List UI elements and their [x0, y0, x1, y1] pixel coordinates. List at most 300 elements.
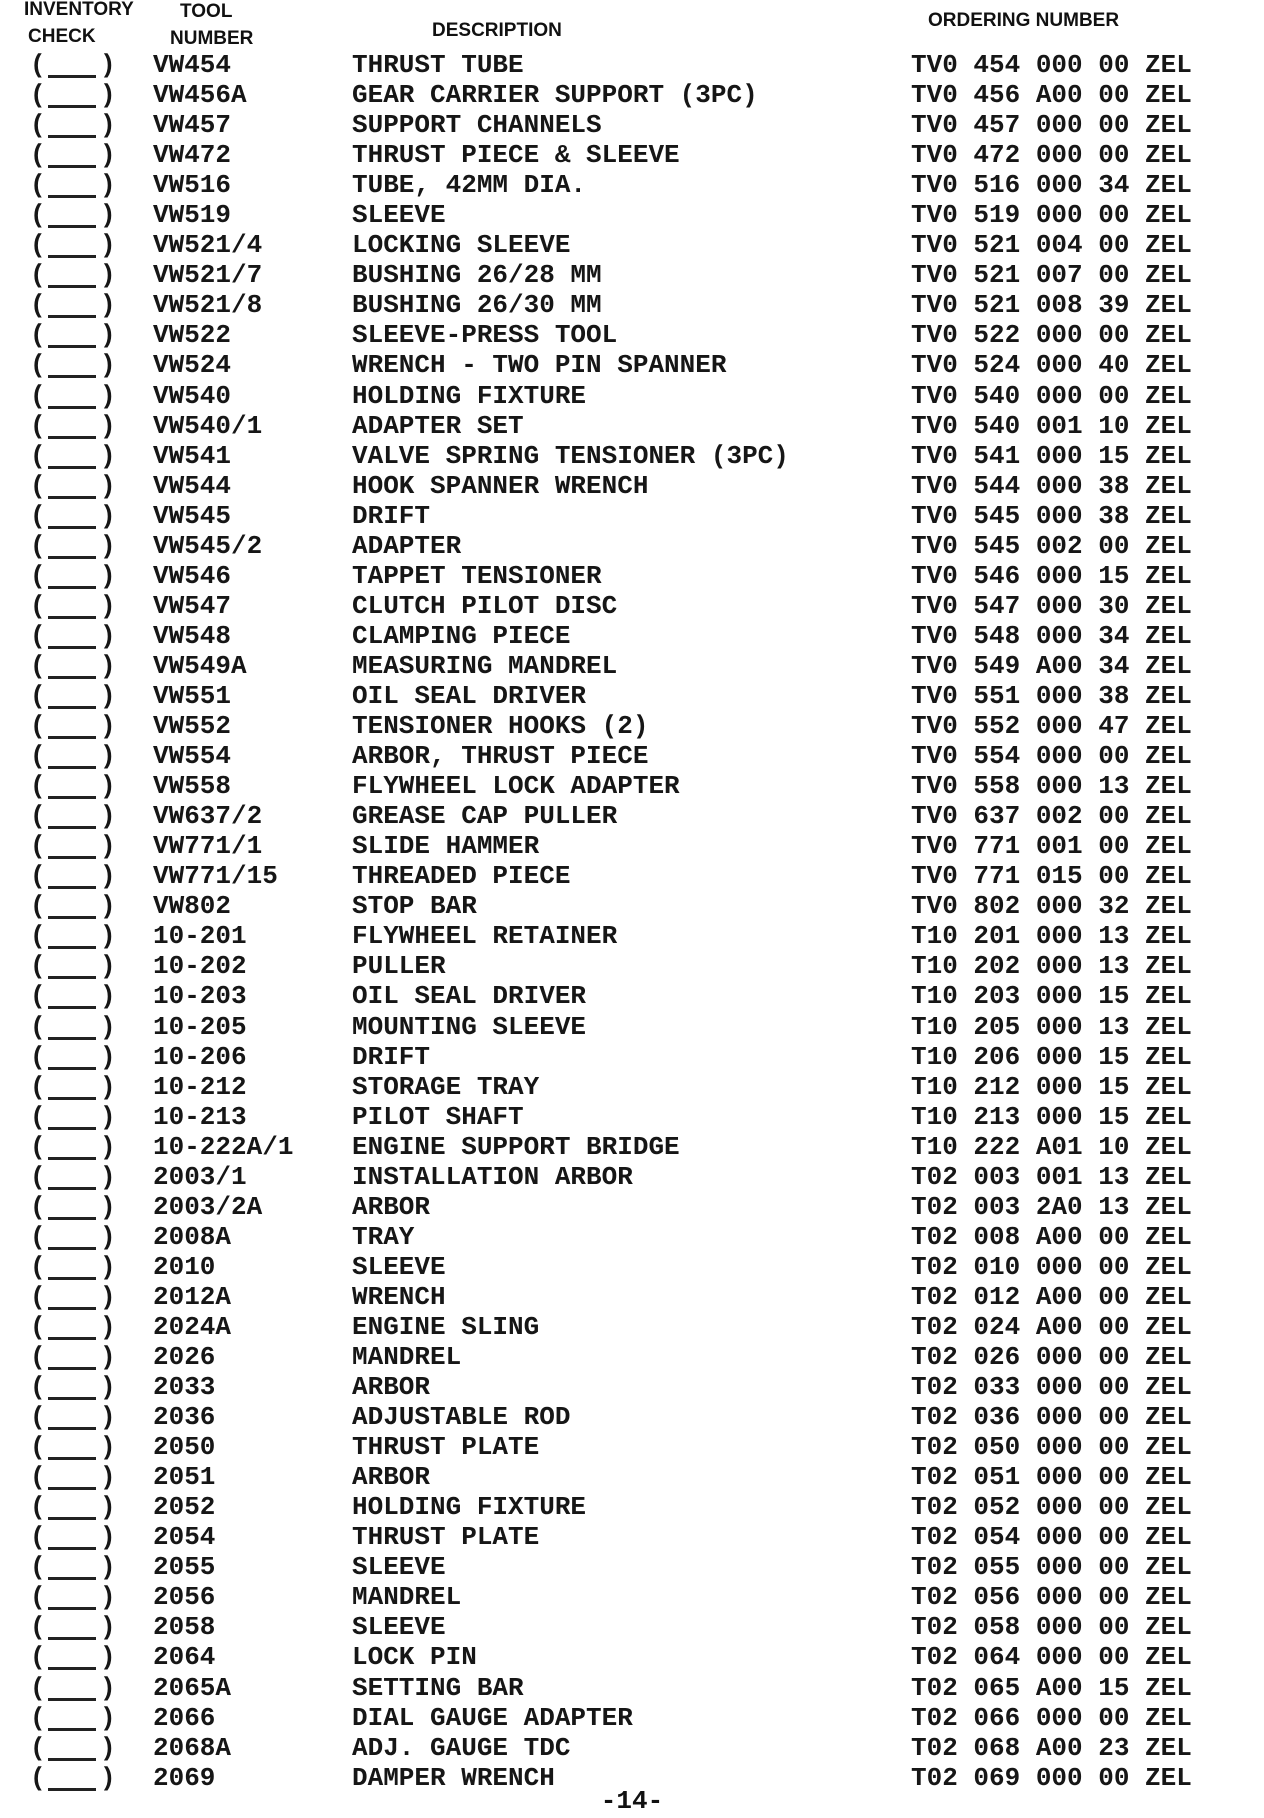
tool-description: ADJUSTABLE ROD [352, 1402, 571, 1433]
table-row [0, 861, 1264, 891]
checkbox-blank-line [48, 616, 96, 619]
tool-description: BUSHING 26/30 MM [352, 290, 602, 321]
tool-description: SLEEVE [352, 1552, 446, 1583]
tool-description: ADAPTER SET [352, 410, 524, 441]
tool-number: 2050 [153, 1432, 216, 1463]
checkbox-open-paren: ( [30, 260, 46, 291]
tool-description: PILOT SHAFT [352, 1101, 524, 1132]
ordering-number: TV0 521 007 00 ZEL [911, 260, 1192, 291]
checkbox-blank-line [48, 1307, 96, 1310]
checkbox-open-paren: ( [30, 200, 46, 231]
checkbox-close-paren: ) [100, 200, 116, 231]
header-description-label: DESCRIPTION [432, 20, 562, 41]
checkbox-blank-line [48, 1367, 96, 1370]
checkbox-close-paren: ) [100, 290, 116, 321]
tool-description: HOLDING FIXTURE [352, 380, 587, 411]
checkbox-open-paren: ( [30, 771, 46, 802]
checkbox-close-paren: ) [100, 741, 116, 772]
tool-number: 10-202 [153, 951, 247, 982]
checkbox-open-paren: ( [30, 1011, 46, 1042]
tool-number: 2068A [153, 1732, 232, 1763]
table-row [0, 741, 1264, 771]
ordering-number: T10 206 000 15 ZEL [911, 1041, 1192, 1072]
tool-description: ARBOR [352, 1191, 431, 1222]
checkbox-open-paren: ( [30, 1311, 46, 1342]
checkbox-blank-line [48, 406, 96, 409]
tool-description: DRIFT [352, 500, 431, 531]
header-check-label: CHECK [28, 26, 96, 47]
checkbox-open-paren: ( [30, 1552, 46, 1583]
tool-number: 2056 [153, 1582, 216, 1613]
table-row [0, 471, 1264, 501]
checkbox-open-paren: ( [30, 380, 46, 411]
checkbox-blank-line [48, 1547, 96, 1550]
checkbox-blank-line [48, 946, 96, 949]
checkbox-close-paren: ) [100, 1161, 116, 1192]
checkbox-close-paren: ) [100, 1311, 116, 1342]
checkbox-open-paren: ( [30, 741, 46, 772]
checkbox-blank-line [48, 1728, 96, 1731]
table-row [0, 1642, 1264, 1672]
tool-number: 2003/2A [153, 1191, 263, 1222]
tool-description: THRUST PLATE [352, 1522, 540, 1553]
table-row [0, 1222, 1264, 1252]
checkbox-close-paren: ) [100, 170, 116, 201]
tool-description: TRAY [352, 1221, 415, 1252]
table-row [0, 110, 1264, 140]
tool-number: 2054 [153, 1522, 216, 1553]
tool-number: VW637/2 [153, 801, 263, 832]
tool-number: VW546 [153, 560, 232, 591]
ordering-number: T02 003 001 13 ZEL [911, 1161, 1192, 1192]
table-row [0, 801, 1264, 831]
tool-description: SUPPORT CHANNELS [352, 110, 602, 141]
ordering-number: T02 036 000 00 ZEL [911, 1402, 1192, 1433]
ordering-number: T02 024 A00 00 ZEL [911, 1311, 1192, 1342]
checkbox-close-paren: ) [100, 50, 116, 80]
ordering-number: TV0 521 004 00 ZEL [911, 230, 1192, 261]
table-row [0, 140, 1264, 170]
tool-number: VW540/1 [153, 410, 263, 441]
checkbox-close-paren: ) [100, 1582, 116, 1613]
checkbox-open-paren: ( [30, 470, 46, 501]
checkbox-open-paren: ( [30, 1071, 46, 1102]
table-row [0, 1703, 1264, 1733]
tool-number: 2064 [153, 1642, 216, 1673]
table-row [0, 1042, 1264, 1072]
tool-description: SLEEVE [352, 1612, 446, 1643]
ordering-number: T10 222 A01 10 ZEL [911, 1131, 1192, 1162]
checkbox-blank-line [48, 826, 96, 829]
checkbox-close-paren: ) [100, 350, 116, 381]
page-number: -14- [600, 1786, 664, 1816]
checkbox-open-paren: ( [30, 1462, 46, 1493]
checkbox-open-paren: ( [30, 140, 46, 171]
checkbox-close-paren: ) [100, 1011, 116, 1042]
checkbox-close-paren: ) [100, 801, 116, 832]
checkbox-open-paren: ( [30, 1191, 46, 1222]
table-row [0, 1162, 1264, 1192]
ordering-number: TV0 547 000 30 ZEL [911, 590, 1192, 621]
checkbox-open-paren: ( [30, 320, 46, 351]
tool-description: TAPPET TENSIONER [352, 560, 602, 591]
tool-number: 2069 [153, 1762, 216, 1793]
checkbox-close-paren: ) [100, 320, 116, 351]
tool-description: HOLDING FIXTURE [352, 1492, 587, 1523]
tool-number: VW521/7 [153, 260, 263, 291]
table-row [0, 260, 1264, 290]
tool-description: INSTALLATION ARBOR [352, 1161, 633, 1192]
checkbox-close-paren: ) [100, 1101, 116, 1132]
checkbox-blank-line [48, 676, 96, 679]
table-row [0, 1432, 1264, 1462]
tool-description: STOP BAR [352, 891, 477, 922]
tool-description: ADJ. GAUGE TDC [352, 1732, 571, 1763]
tool-description: SLEEVE-PRESS TOOL [352, 320, 618, 351]
ordering-number: T02 003 2A0 13 ZEL [911, 1191, 1192, 1222]
tool-number: 10-212 [153, 1071, 247, 1102]
tool-number: 10-213 [153, 1101, 247, 1132]
checkbox-close-paren: ) [100, 1522, 116, 1553]
tool-description: OIL SEAL DRIVER [352, 981, 587, 1012]
tool-number: VW547 [153, 590, 232, 621]
ordering-number: T02 052 000 00 ZEL [911, 1492, 1192, 1523]
checkbox-blank-line [48, 526, 96, 529]
table-row [0, 621, 1264, 651]
checkbox-open-paren: ( [30, 230, 46, 261]
ordering-number: TV0 521 008 39 ZEL [911, 290, 1192, 321]
table-row [0, 1252, 1264, 1282]
checkbox-close-paren: ) [100, 1221, 116, 1252]
checkbox-open-paren: ( [30, 1041, 46, 1072]
tool-description: ADAPTER [352, 530, 462, 561]
ordering-number: TV0 516 000 34 ZEL [911, 170, 1192, 201]
tool-number: 10-205 [153, 1011, 247, 1042]
table-row [0, 1462, 1264, 1492]
tool-number: VW522 [153, 320, 232, 351]
checkbox-blank-line [48, 766, 96, 769]
table-row [0, 320, 1264, 350]
tool-number: VW540 [153, 380, 232, 411]
checkbox-close-paren: ) [100, 1372, 116, 1403]
checkbox-close-paren: ) [100, 1402, 116, 1433]
checkbox-blank-line [48, 856, 96, 859]
checkbox-blank-line [48, 1487, 96, 1490]
checkbox-open-paren: ( [30, 1702, 46, 1733]
checkbox-blank-line [48, 195, 96, 198]
checkbox-close-paren: ) [100, 620, 116, 651]
checkbox-close-paren: ) [100, 1702, 116, 1733]
table-row [0, 1312, 1264, 1342]
table-row [0, 981, 1264, 1011]
checkbox-blank-line [48, 736, 96, 739]
checkbox-blank-line [48, 556, 96, 559]
checkbox-open-paren: ( [30, 1642, 46, 1673]
table-row [0, 1522, 1264, 1552]
tool-number: VW524 [153, 350, 232, 381]
table-row [0, 891, 1264, 921]
checkbox-close-paren: ) [100, 1342, 116, 1373]
checkbox-blank-line [48, 255, 96, 258]
checkbox-blank-line [48, 375, 96, 378]
table-row [0, 771, 1264, 801]
checkbox-close-paren: ) [100, 891, 116, 922]
tool-description: TUBE, 42MM DIA. [352, 170, 587, 201]
checkbox-open-paren: ( [30, 1492, 46, 1523]
tool-number: VW545 [153, 500, 232, 531]
ordering-number: TV0 472 000 00 ZEL [911, 140, 1192, 171]
tool-description: DRIFT [352, 1041, 431, 1072]
checkbox-open-paren: ( [30, 1131, 46, 1162]
tool-number: VW545/2 [153, 530, 263, 561]
checkbox-close-paren: ) [100, 500, 116, 531]
tool-description: THRUST TUBE [352, 50, 524, 80]
tool-number: VW554 [153, 741, 232, 772]
checkbox-blank-line [48, 466, 96, 469]
ordering-number: TV0 802 000 32 ZEL [911, 891, 1192, 922]
table-row [0, 290, 1264, 320]
ordering-number: TV0 545 000 38 ZEL [911, 500, 1192, 531]
tool-number: 2058 [153, 1612, 216, 1643]
checkbox-open-paren: ( [30, 110, 46, 141]
header-inventory-label: INVENTORY [24, 0, 134, 20]
checkbox-close-paren: ) [100, 440, 116, 471]
checkbox-open-paren: ( [30, 1762, 46, 1793]
header-number-label: NUMBER [170, 28, 254, 49]
tool-description: OIL SEAL DRIVER [352, 680, 587, 711]
checkbox-blank-line [48, 345, 96, 348]
ordering-number: T10 203 000 15 ZEL [911, 981, 1192, 1012]
tool-description: THREADED PIECE [352, 861, 571, 892]
tool-number: VW454 [153, 50, 232, 80]
tool-number: VW771/1 [153, 831, 263, 862]
table-row [0, 651, 1264, 681]
ordering-number: T02 069 000 00 ZEL [911, 1762, 1192, 1793]
ordering-number: TV0 544 000 38 ZEL [911, 470, 1192, 501]
tool-number: VW456A [153, 80, 247, 111]
tool-number: 10-201 [153, 921, 247, 952]
checkbox-blank-line [48, 1127, 96, 1130]
tool-number: VW457 [153, 110, 232, 141]
tool-list [0, 50, 1264, 1793]
tool-description: ARBOR [352, 1462, 431, 1493]
table-row [0, 411, 1264, 441]
tool-description: MEASURING MANDREL [352, 650, 618, 681]
checkbox-close-paren: ) [100, 230, 116, 261]
checkbox-blank-line [48, 1097, 96, 1100]
ordering-number: TV0 549 A00 34 ZEL [911, 650, 1192, 681]
checkbox-open-paren: ( [30, 711, 46, 742]
ordering-number: TV0 522 000 00 ZEL [911, 320, 1192, 351]
checkbox-blank-line [48, 886, 96, 889]
table-row [0, 50, 1264, 80]
table-row [0, 951, 1264, 981]
checkbox-close-paren: ) [100, 470, 116, 501]
checkbox-blank-line [48, 586, 96, 589]
table-row [0, 1552, 1264, 1582]
tool-description: SETTING BAR [352, 1672, 524, 1703]
tool-description: BUSHING 26/28 MM [352, 260, 602, 291]
tool-number: VW516 [153, 170, 232, 201]
ordering-number: TV0 456 A00 00 ZEL [911, 80, 1192, 111]
tool-number: 2026 [153, 1342, 216, 1373]
checkbox-close-paren: ) [100, 1131, 116, 1162]
table-row [0, 350, 1264, 380]
tool-description: VALVE SPRING TENSIONER (3PC) [352, 440, 789, 471]
checkbox-open-paren: ( [30, 951, 46, 982]
table-row [0, 1192, 1264, 1222]
tool-description: SLIDE HAMMER [352, 831, 540, 862]
checkbox-close-paren: ) [100, 380, 116, 411]
tool-description: HOOK SPANNER WRENCH [352, 470, 649, 501]
ordering-number: TV0 519 000 00 ZEL [911, 200, 1192, 231]
ordering-number: T02 068 A00 23 ZEL [911, 1732, 1192, 1763]
ordering-number: TV0 771 015 00 ZEL [911, 861, 1192, 892]
table-row [0, 1342, 1264, 1372]
ordering-number: T02 033 000 00 ZEL [911, 1372, 1192, 1403]
table-row [0, 1673, 1264, 1703]
tool-number: 2033 [153, 1372, 216, 1403]
checkbox-open-paren: ( [30, 831, 46, 862]
checkbox-open-paren: ( [30, 1672, 46, 1703]
checkbox-blank-line [48, 135, 96, 138]
checkbox-close-paren: ) [100, 831, 116, 862]
ordering-number: T10 201 000 13 ZEL [911, 921, 1192, 952]
checkbox-open-paren: ( [30, 440, 46, 471]
checkbox-open-paren: ( [30, 50, 46, 80]
checkbox-open-paren: ( [30, 590, 46, 621]
checkbox-open-paren: ( [30, 1582, 46, 1613]
checkbox-open-paren: ( [30, 861, 46, 892]
tool-number: VW519 [153, 200, 232, 231]
checkbox-blank-line [48, 1607, 96, 1610]
checkbox-open-paren: ( [30, 1342, 46, 1373]
tool-description: DIAL GAUGE ADAPTER [352, 1702, 633, 1733]
ordering-number: T02 008 A00 00 ZEL [911, 1221, 1192, 1252]
checkbox-open-paren: ( [30, 620, 46, 651]
checkbox-close-paren: ) [100, 650, 116, 681]
checkbox-close-paren: ) [100, 110, 116, 141]
ordering-number: TV0 524 000 40 ZEL [911, 350, 1192, 381]
tool-number: VW544 [153, 470, 232, 501]
ordering-number: T02 056 000 00 ZEL [911, 1582, 1192, 1613]
tool-description: CLAMPING PIECE [352, 620, 571, 651]
checkbox-blank-line [48, 916, 96, 919]
table-row [0, 591, 1264, 621]
tool-number: VW541 [153, 440, 232, 471]
checkbox-open-paren: ( [30, 1432, 46, 1463]
table-row [0, 1402, 1264, 1432]
checkbox-close-paren: ) [100, 680, 116, 711]
checkbox-blank-line [48, 315, 96, 318]
checkbox-open-paren: ( [30, 891, 46, 922]
checkbox-blank-line [48, 496, 96, 499]
checkbox-blank-line [48, 1037, 96, 1040]
checkbox-blank-line [48, 796, 96, 799]
table-row [0, 170, 1264, 200]
ordering-number: TV0 637 002 00 ZEL [911, 801, 1192, 832]
ordering-number: TV0 548 000 34 ZEL [911, 620, 1192, 651]
checkbox-blank-line [48, 1667, 96, 1670]
checkbox-blank-line [48, 1457, 96, 1460]
tool-number: VW558 [153, 771, 232, 802]
tool-description: THRUST PIECE & SLEEVE [352, 140, 680, 171]
checkbox-blank-line [48, 1637, 96, 1640]
ordering-number: T02 054 000 00 ZEL [911, 1522, 1192, 1553]
checkbox-close-paren: ) [100, 1552, 116, 1583]
checkbox-close-paren: ) [100, 80, 116, 111]
tool-description: ENGINE SLING [352, 1311, 540, 1342]
ordering-number: TV0 540 001 10 ZEL [911, 410, 1192, 441]
ordering-number: TV0 546 000 15 ZEL [911, 560, 1192, 591]
checkbox-close-paren: ) [100, 981, 116, 1012]
tool-number: VW548 [153, 620, 232, 651]
ordering-number: T10 213 000 15 ZEL [911, 1101, 1192, 1132]
ordering-number: T02 065 A00 15 ZEL [911, 1672, 1192, 1703]
tool-description: SLEEVE [352, 200, 446, 231]
tool-number: VW551 [153, 680, 232, 711]
table-row [0, 1612, 1264, 1642]
checkbox-blank-line [48, 1427, 96, 1430]
checkbox-blank-line [48, 1247, 96, 1250]
tool-number: 2036 [153, 1402, 216, 1433]
tool-description: STORAGE TRAY [352, 1071, 540, 1102]
ordering-number: T02 010 000 00 ZEL [911, 1251, 1192, 1282]
tool-number: 2024A [153, 1311, 232, 1342]
checkbox-blank-line [48, 1577, 96, 1580]
tool-number: 2066 [153, 1702, 216, 1733]
tool-description: FLYWHEEL LOCK ADAPTER [352, 771, 680, 802]
checkbox-open-paren: ( [30, 921, 46, 952]
tool-number: VW549A [153, 650, 247, 681]
checkbox-open-paren: ( [30, 680, 46, 711]
ordering-number: T10 202 000 13 ZEL [911, 951, 1192, 982]
checkbox-blank-line [48, 1517, 96, 1520]
checkbox-blank-line [48, 1157, 96, 1160]
checkbox-blank-line [48, 105, 96, 108]
checkbox-open-paren: ( [30, 530, 46, 561]
checkbox-blank-line [48, 285, 96, 288]
checkbox-open-paren: ( [30, 500, 46, 531]
tool-number: 2008A [153, 1221, 232, 1252]
checkbox-open-paren: ( [30, 801, 46, 832]
table-row [0, 531, 1264, 561]
checkbox-close-paren: ) [100, 951, 116, 982]
checkbox-blank-line [48, 75, 96, 78]
tool-number: 10-222A/1 [153, 1131, 294, 1162]
tool-description: MANDREL [352, 1582, 462, 1613]
tool-number: 2052 [153, 1492, 216, 1523]
tool-description: PULLER [352, 951, 446, 982]
ordering-number: TV0 552 000 47 ZEL [911, 711, 1192, 742]
table-row [0, 1492, 1264, 1522]
checkbox-blank-line [48, 436, 96, 439]
table-row [0, 1733, 1264, 1763]
tool-number: 10-203 [153, 981, 247, 1012]
checkbox-close-paren: ) [100, 711, 116, 742]
checkbox-open-paren: ( [30, 80, 46, 111]
checkbox-blank-line [48, 706, 96, 709]
ordering-number: TV0 454 000 00 ZEL [911, 50, 1192, 80]
checkbox-close-paren: ) [100, 1071, 116, 1102]
tool-number: 2003/1 [153, 1161, 247, 1192]
checkbox-blank-line [48, 1006, 96, 1009]
checkbox-close-paren: ) [100, 1191, 116, 1222]
tool-description: MANDREL [352, 1342, 462, 1373]
tool-number: 2010 [153, 1251, 216, 1282]
tool-number: VW521/4 [153, 230, 263, 261]
checkbox-close-paren: ) [100, 410, 116, 441]
